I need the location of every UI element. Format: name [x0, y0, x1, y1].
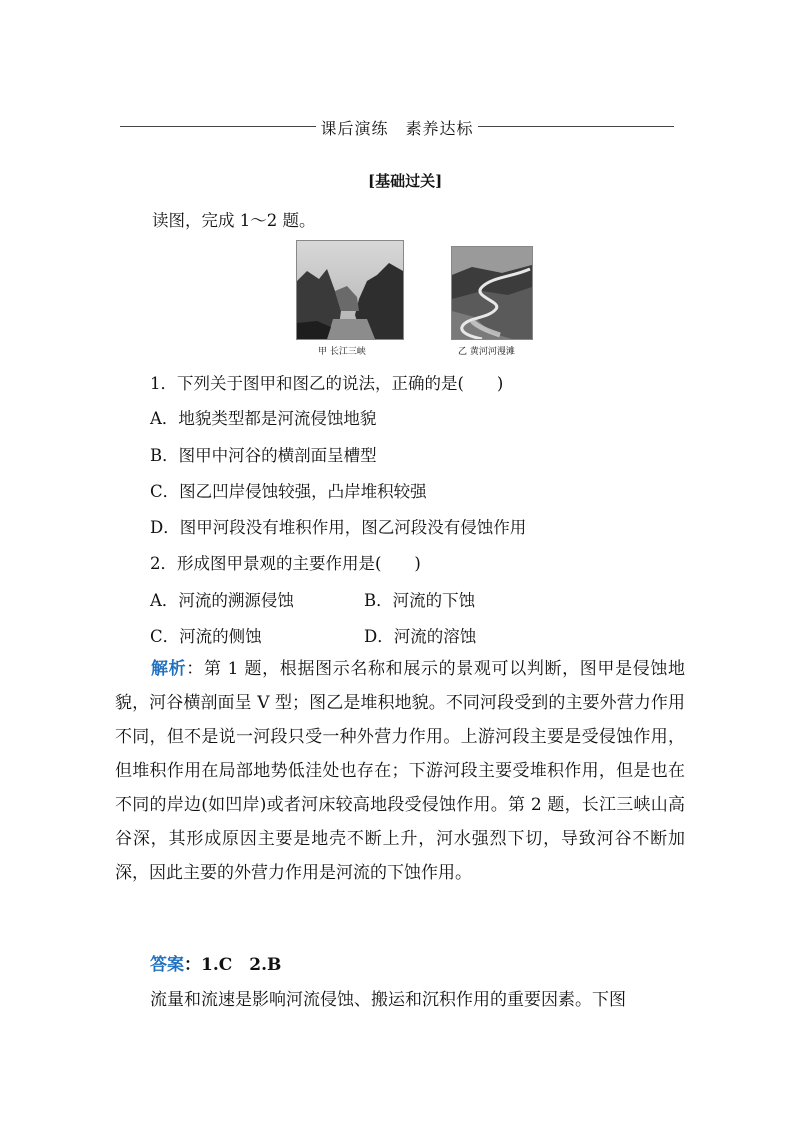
- photo-three-gorges: [296, 240, 404, 340]
- question-2-option-c: C．河流的侧蚀: [150, 627, 262, 646]
- photo-yellow-river-floodplain: [451, 246, 533, 340]
- next-paragraph: 流量和流速是影响河流侵蚀、搬运和沉积作用的重要因素。下图: [150, 990, 626, 1010]
- answer-label: 答案: [150, 955, 184, 975]
- intro-text: 读图，完成 1～2 题。: [152, 211, 316, 230]
- question-2-stem: 2．形成图甲景观的主要作用是( ): [150, 554, 421, 573]
- gorge-image: [297, 241, 403, 339]
- analysis-paragraph: [115, 652, 685, 890]
- question-1-option-c: C．图乙凹岸侵蚀较强，凸岸堆积较强: [150, 482, 427, 501]
- header-rule-right: [478, 126, 674, 127]
- floodplain-image: [452, 247, 532, 339]
- question-2-option-a: A．河流的溯源侵蚀: [150, 591, 294, 610]
- question-2-option-b: B．河流的下蚀: [364, 591, 476, 610]
- caption-left: 甲 长江三峡: [318, 347, 366, 357]
- analysis-text: ：第 1 题，根据图示名称和展示的景观可以判断，图甲是侵蚀地貌，河谷横剖面呈 V 型；图乙是堆积地貌。不同河段受到的主要外营力作用不同，但不是说一河段只受一种外营力作用。上游河段主要是受侵蚀作用，但堆积作用在局部地势低洼处也存在；下游河段主要受堆积作用，但是也在不同的岸边(如凹岸)或者河床较高地段受侵蚀作用。第 2 题，长江三峡山高谷深，其形成原因主要是地壳不断上升，河水强烈下切，导致河谷不断加深，因此主要的外营力作用是河流的下蚀作用。: [115, 659, 686, 883]
- question-2-option-d: D．河流的溶蚀: [364, 627, 477, 646]
- question-1-option-d: D．图甲河段没有堆积作用，图乙河段没有侵蚀作用: [150, 518, 527, 537]
- page-header: [120, 116, 674, 138]
- caption-right: 乙 黄河河漫滩: [458, 347, 515, 357]
- answer-line: [150, 950, 281, 975]
- question-1-option-a: A．地貌类型都是河流侵蚀地貌: [150, 409, 377, 428]
- answer-text: ：1.C 2.B: [184, 955, 282, 975]
- question-1-stem: 1．下列关于图甲和图乙的说法，正确的是( ): [150, 374, 504, 393]
- analysis-label: 解析: [151, 659, 187, 679]
- question-1-option-b: B．图甲中河谷的横剖面呈槽型: [150, 446, 377, 465]
- header-title: 课后演练 素养达标: [320, 119, 474, 138]
- section-title: [基础过关]: [368, 172, 443, 190]
